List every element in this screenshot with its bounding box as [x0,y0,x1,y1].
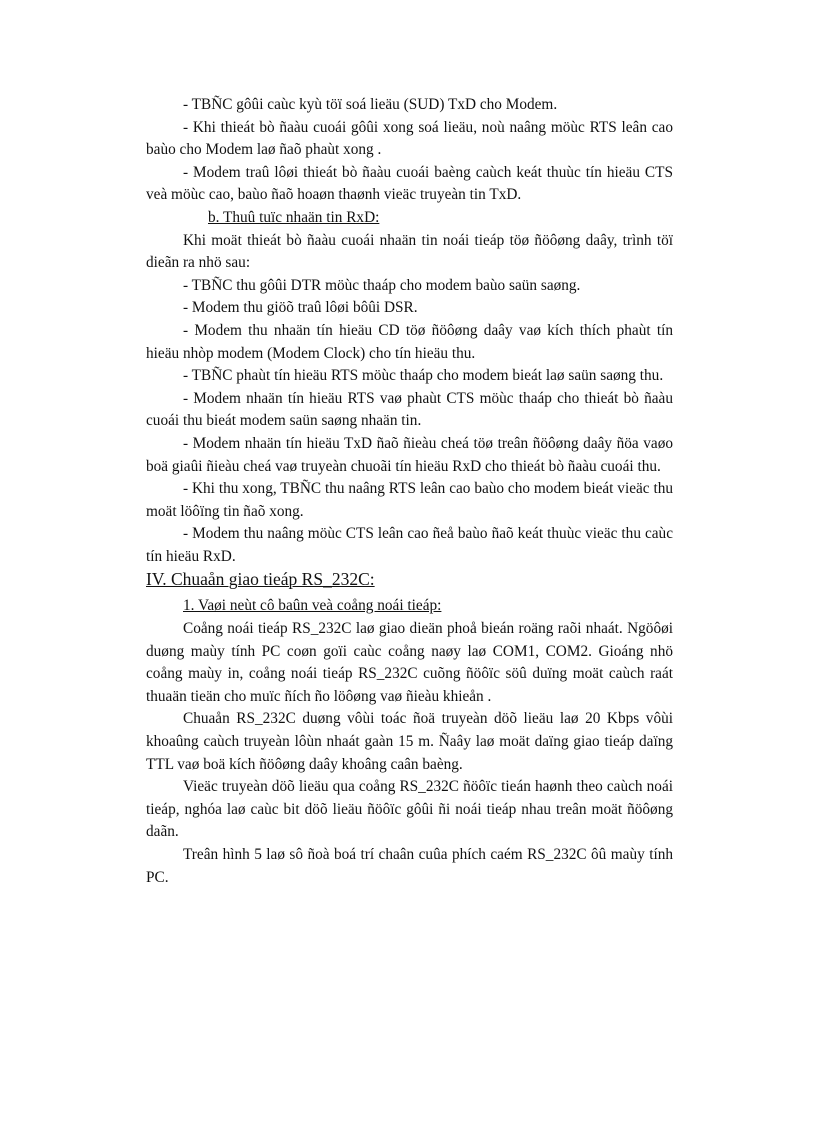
subheading-serial-port-basics: 1. Vaøi neùt cô baûn veà coång noái tieáp: [183,597,442,615]
paragraph: Vieäc truyeàn döõ lieäu qua coång RS_232C ñöôïc tieán haønh theo caùch noái tieáp, nghóa laø caùc bit döõ lieäu ñöôïc gôûi ñi noái tieáp nhau treân moät ñöôøng daãn. [146,778,673,841]
paragraph: - Modem nhaän tín hieäu RTS vaø phaùt CTS möùc thaáp cho thieát bò ñaàu cuoái thu bieát modem saün saøng nhaän tin. [146,389,673,430]
paragraph: - TBÑC phaùt tín hieäu RTS möùc thaáp cho modem bieát laø saün saøng thu. [183,367,664,385]
paragraph: - Modem thu naâng möùc CTS leân cao ñeå baùo ñaõ keát thuùc vieäc thu caùc tín hieäu RxD. [146,525,673,565]
paragraph: - TBÑC gôûi caùc kyù töï soá lieäu (SUD) TxD cho Modem. [183,96,558,113]
paragraph: - Modem nhaän tín hieäu TxD ñaõ ñieàu cheá töø treân ñöôøng daây ñöa vaøo boä giaûi ñieàu cheá vaø truyeàn chuoãi tín hieäu RxD cho thieát bò ñaàu cuoái thu. [146,434,673,475]
page-content [146,94,673,889]
paragraph: Khi moät thieát bò ñaàu cuoái nhaän tin noái tieáp töø ñöôøng daây, trình töï dieãn ra nhö sau: [146,231,673,272]
section-heading: IV. Chuaån giao tieáp RS_232C: [146,569,375,590]
paragraph: - Modem thu nhaän tín hieäu CD töø ñöôøng daây vaø kích thích phaùt tín hieäu nhòp modem (Modem Clock) cho tín hieäu thu. [146,321,673,362]
paragraph: Treân hình 5 laø sô ñoà boá trí chaân cuûa phích caém RS_232C ôû maùy tính PC. [146,846,673,886]
subheading-receive-procedure: b. Thuû tuïc nhaän tin RxD: [208,208,380,226]
paragraph: - Modem traû lôøi thieát bò ñaàu cuoái baèng caùch keát thuùc tín hieäu CTS veà möùc cao, baùo ñaõ hoaøn thaønh vieäc truyeàn tin TxD. [146,163,673,204]
paragraph: - Modem thu giöõ traû lôøi bôûi DSR. [183,299,418,317]
paragraph: Chuaån RS_232C duøng vôùi toác ñoä truyeàn döõ lieäu laø 20 Kbps vôùi khoaûng caùch truyeàn lôùn nhaát gaàn 15 m. Ñaây laø moät daïng giao tieáp daïng TTL vaø boä kích ñöôøng daây khoâng caân baèng. [146,710,673,773]
paragraph: Coång noái tieáp RS_232C laø giao dieän phoå bieán roäng raõi nhaát. Ngöôøi duøng maùy tính PC coøn goïi caùc coång naøy laø COM1, COM2. Gioáng nhö coång maùy in, coång noái tieáp RS_232C cuõng ñöôïc söû duïng moät caùch raát thuaän tieän cho muïc ñích ño löôøng vaø ñieàu khieån . [146,620,673,705]
paragraph: - Khi thieát bò ñaàu cuoái gôûi xong soá lieäu, noù naâng möùc RTS leân cao baùo cho Modem laø ñaõ phaùt xong . [146,118,673,159]
paragraph: - Khi thu xong, TBÑC thu naâng RTS leân cao baùo cho modem bieát vieäc thu moät löôïng tin ñaõ xong. [146,480,673,520]
paragraph: - TBÑC thu gôûi DTR möùc thaáp cho modem baùo saün saøng. [183,276,581,294]
